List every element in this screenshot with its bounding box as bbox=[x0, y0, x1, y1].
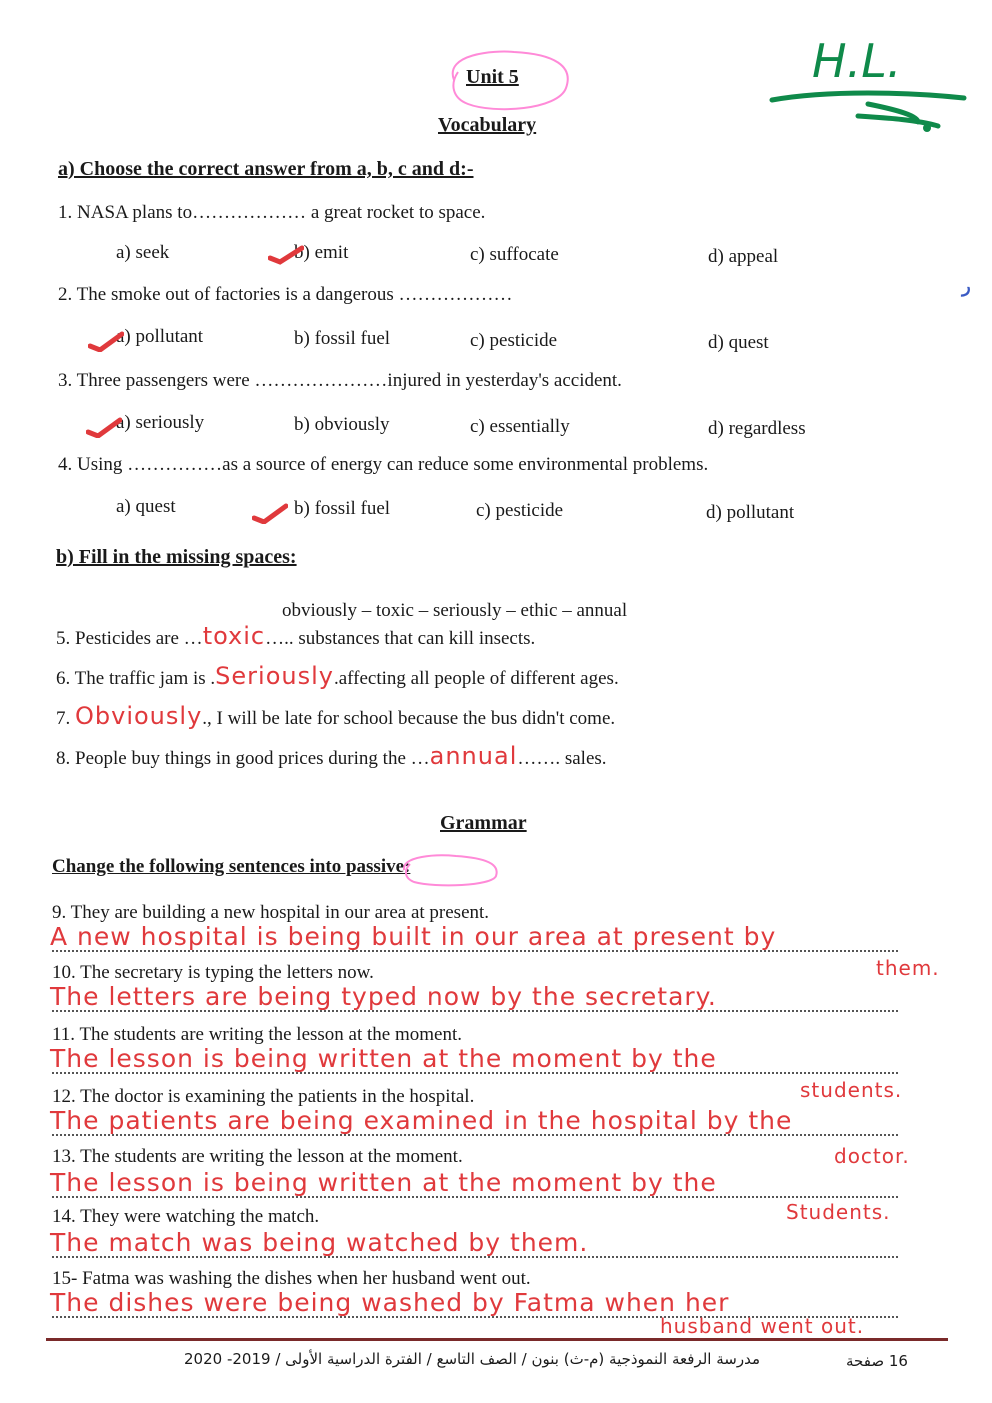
q1-option-c: c) suffocate bbox=[470, 244, 559, 265]
unit-title: Unit 5 bbox=[466, 66, 519, 88]
passive-question-10: 10. The secretary is typing the letters now. bbox=[52, 962, 374, 983]
q1-option-b: b) emit bbox=[294, 242, 349, 263]
question-4: 4. Using ……………as a source of energy can reduce some environmental problems. bbox=[58, 454, 709, 475]
passive-answer-14: The match was being watched by them. bbox=[50, 1228, 589, 1257]
question-3: 3. Three passengers were …………………injured in yesterday's accident. bbox=[58, 370, 622, 391]
passive-question-9: 9. They are building a new hospital in our area at present. bbox=[52, 902, 490, 923]
q2-option-b: b) fossil fuel bbox=[294, 328, 391, 349]
teacher-mark: H.L. bbox=[812, 34, 902, 88]
fill-item-6-after: .affecting all people of different ages. bbox=[333, 668, 619, 689]
footer-page-number: 16 صفحة bbox=[846, 1352, 908, 1370]
passive-answer-13: The lesson is being written at the moment by the bbox=[50, 1168, 717, 1197]
q3-option-d: d) regardless bbox=[708, 418, 806, 439]
fill-item-6-before: 6. The traffic jam is . bbox=[56, 668, 216, 689]
fill-item-5-answer: toxic bbox=[202, 622, 266, 650]
footer-school: مدرسة الرفعة النموذجية (م-ث) بنون / الصف التاسع / الفترة الدراسية الأولى / 2019- 2020 bbox=[184, 1350, 760, 1368]
passive-question-12: 12. The doctor is examining the patients in the hospital. bbox=[52, 1086, 475, 1107]
passive-question-13: 13. The students are writing the lesson at the moment. bbox=[52, 1146, 463, 1167]
passive-circle-scribble bbox=[396, 850, 506, 890]
footer-rule bbox=[46, 1338, 948, 1341]
fill-item-5-before: 5. Pesticides are … bbox=[56, 628, 203, 649]
q1-option-a: a) seek bbox=[116, 242, 170, 263]
part-b-heading: b) Fill in the missing spaces: bbox=[56, 546, 297, 568]
q2-option-c: c) pesticide bbox=[470, 330, 558, 351]
fill-item-6 bbox=[56, 662, 619, 690]
passive-answer-9-cont: them. bbox=[876, 956, 940, 980]
checkmark-icon bbox=[86, 416, 122, 438]
grammar-heading: Change the following sentences into passive: bbox=[52, 856, 411, 877]
checkmark-icon bbox=[252, 502, 288, 524]
q4-option-d: d) pollutant bbox=[706, 502, 795, 523]
passive-answer-12-cont: doctor. bbox=[834, 1144, 910, 1168]
fill-item-6-answer: Seriously bbox=[215, 662, 334, 690]
question-2: 2. The smoke out of factories is a dangerous ……………… bbox=[58, 284, 513, 305]
fill-item-7-answer: Obviously bbox=[75, 702, 203, 730]
green-underline-scribble bbox=[768, 86, 968, 136]
passive-answer-15: The dishes were being washed by Fatma when her bbox=[50, 1288, 730, 1317]
q4-option-a: a) quest bbox=[116, 496, 176, 517]
passive-question-11: 11. The students are writing the lesson at the moment. bbox=[52, 1024, 463, 1045]
passive-answer-13-cont: Students. bbox=[786, 1200, 891, 1224]
q2-option-a: a) pollutant bbox=[116, 326, 204, 347]
passive-answer-12: The patients are being examined in the hospital by the bbox=[50, 1106, 793, 1135]
q4-option-c: c) pesticide bbox=[476, 500, 564, 521]
margin-mark: ر bbox=[962, 276, 971, 296]
passive-answer-9: A new hospital is being built in our area at present by bbox=[50, 922, 777, 951]
fill-item-8-after: ……. sales. bbox=[517, 748, 607, 769]
green-dot bbox=[923, 124, 931, 132]
part-a-heading: a) Choose the correct answer from a, b, c and d:- bbox=[58, 158, 474, 180]
word-bank: obviously – toxic – seriously – ethic – annual bbox=[282, 600, 628, 621]
passive-answer-10: The letters are being typed now by the secretary. bbox=[50, 982, 717, 1011]
q1-option-d: d) appeal bbox=[708, 246, 779, 267]
q4-option-b: b) fossil fuel bbox=[294, 498, 391, 519]
fill-item-5-after: ….. substances that can kill insects. bbox=[265, 628, 536, 649]
passive-question-15: 15- Fatma was washing the dishes when her husband went out. bbox=[52, 1268, 531, 1289]
passive-answer-15-cont: husband went out. bbox=[660, 1314, 865, 1338]
q2-option-d: d) quest bbox=[708, 332, 769, 353]
fill-item-7-before: 7. bbox=[56, 708, 75, 729]
grammar-title: Grammar bbox=[440, 812, 527, 834]
q3-option-a: a) seriously bbox=[116, 412, 205, 433]
fill-item-5 bbox=[56, 622, 535, 650]
q3-option-b: b) obviously bbox=[294, 414, 390, 435]
fill-item-8 bbox=[56, 742, 607, 770]
passive-answer-11-cont: students. bbox=[800, 1078, 903, 1102]
fill-item-8-answer: annual bbox=[429, 742, 518, 770]
passive-answer-11: The lesson is being written at the moment by the bbox=[50, 1044, 717, 1073]
checkmark-icon bbox=[88, 330, 124, 352]
fill-item-7 bbox=[56, 702, 615, 730]
checkmark-icon bbox=[268, 244, 304, 266]
fill-item-8-before: 8. People buy things in good prices during the … bbox=[56, 748, 430, 769]
question-1: 1. NASA plans to……………… a great rocket to space. bbox=[58, 202, 486, 223]
passive-question-14: 14. They were watching the match. bbox=[52, 1206, 320, 1227]
section-title: Vocabulary bbox=[438, 114, 537, 136]
fill-item-7-after: ., I will be late for school because the bus didn't come. bbox=[202, 708, 616, 729]
q3-option-c: c) essentially bbox=[470, 416, 570, 437]
